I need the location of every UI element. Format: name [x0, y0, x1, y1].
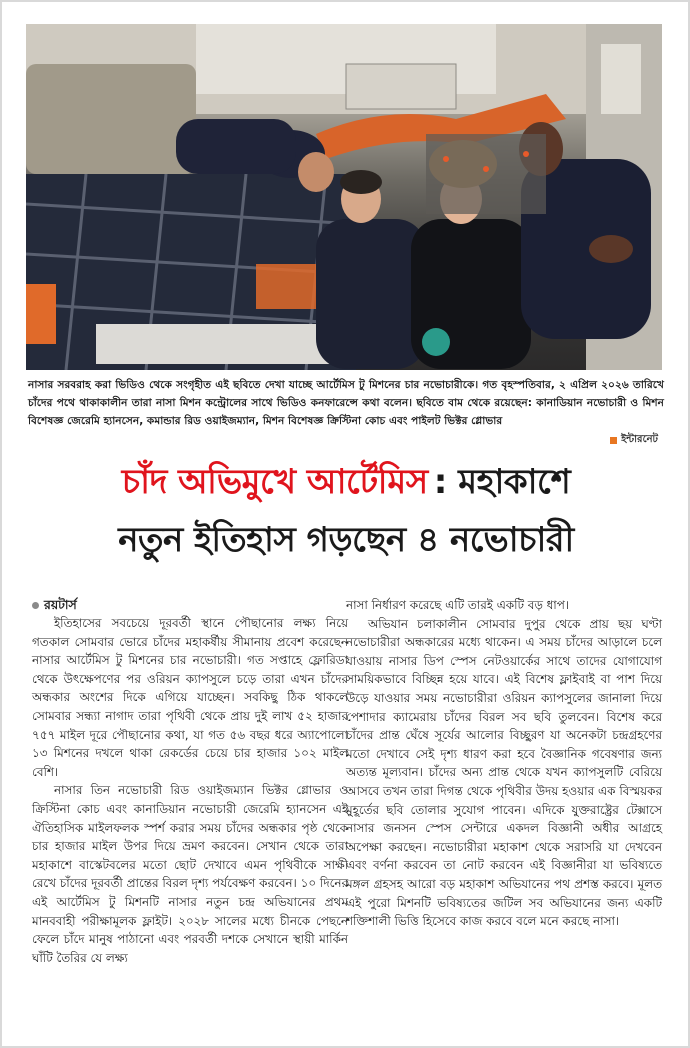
photo-caption: নাসার সরবরাহ করা ভিডিও থেকে সংগৃহীত এই ছবিতে দেখা যাচ্ছে আর্টেমিস টু মিশনের চার নভোচারীকে। গত বৃহস্পতিবার, ২ এপ্রিল ২০২৬ তারিখে চাঁদের পথে থাকাকালীন তারা নাসা মিশন কন্ট্রোলের সাথে ভিডিও কনফারেন্সে কথা বলেন। ছবিতে বাম থেকে রয়েছেন: কানাডিয়ান নভোচারী ও মিশন বিশেষজ্ঞ জেরেমি হ্যানসেন, কমান্ডার রিড ওয়াইজম্যান, মিশন বিশেষজ্ঞ ক্রিস্টিনা কোচ এবং পাইলট ভিক্টর গ্লোভার: [28, 379, 664, 427]
article-column-right: [346, 596, 662, 931]
photo-credit: [610, 432, 658, 449]
byline-source: রয়টার্স: [44, 597, 77, 612]
headline: [26, 457, 666, 565]
photo-credit-label: ইন্টারনেট: [621, 434, 658, 445]
headline-line-2: নতুন ইতিহাস গড়ছেন ৪ নভোচারী: [118, 520, 574, 560]
article-paragraph-3: অভিযান চলাকালীন সোমবার দুপুর থেকে প্রায় ছয় ঘণ্টা নভোচারীরা অন্ধকারের মধ্যে থাকেন। এ সময় চাঁদের আড়ালে চলে যাওয়ায় নাসার ডিপ স্পেস নেটওয়ার্কের সাথে তাদের যোগাযোগ সাময়িকভাবে বিচ্ছিন্ন হয়ে যাবে। এই বিশেষ ফ্লাইবাই বা পাশ দিয়ে উড়ে যাওয়ার সময় নভোচারীরা ওরিয়ন ক্যাপসুলের জানালা দিয়ে পেশাদার ক্যামেরায় চাঁদের বিরল সব ছবি তুলবেন। বিশেষ করে চাঁদের প্রান্ত ঘেঁষে সূর্যের আলোর বিচ্ছুরণ যা অনেকটা চন্দ্রগ্রহণের মতো দেখাবে সেই দৃশ্য ধারণ করা হবে বৈজ্ঞানিক গবেষণার জন্য অত্যন্ত মূল্যবান। চাঁদের অন্য প্রান্ত থেকে যখন ক্যাপসুলটি বেরিয়ে আসবে তখন তারা দিগন্ত থেকে পৃথিবীর উদয় হওয়ার এক বিস্ময়কর মুহূর্তের ছবি তোলার সুযোগ পাবেন। এদিকে যুক্তরাষ্ট্রের টেক্সাসে নাসার জনসন স্পেস সেন্টারে একদল বিজ্ঞানী অধীর আগ্রহে অপেক্ষা করছেন। নভোচারীরা মহাকাশ থেকে সরাসরি যা দেখবেন এবং বর্ণনা করবেন তা নোট করবেন এই বিজ্ঞানীরা যা ভবিষ্যতে মঙ্গল গ্রহসহ আরো বড় মহাকাশ অভিযানের পথ প্রশস্ত করবে। মূলত এই পুরো মিশনটি ভবিষ্যতের জটিল সব অভিযানের জন্য একটি শক্তিশালী ভিত্তি হিসেবে কাজ করবে বলে মনে করছে নাসা।: [346, 616, 662, 929]
photo-illustration: [26, 24, 662, 370]
article-paragraph-2: নাসার তিন নভোচারী রিড ওয়াইজম্যান ভিক্টর গ্লোভার ও ক্রিস্টিনা কোচ এবং কানাডিয়ান নভোচারী জেরেমি হ্যানসেন এই ঐতিহাসিক মাইলফলক স্পর্শ করার সময় চাঁদের অন্ধকার পৃষ্ঠ থেকে চার হাজার মাইল উপর দিয়ে ভ্রমণ করবেন। সেখান থেকে তারা মহাকাশে বাস্কেটবলের মতো ছোট দেখাবে এমন পৃথিবীকে সাক্ষী রেখে চাঁদের দূরবর্তী প্রান্তের বিরল দৃশ্য পর্যবেক্ষণ করবেন। ১০ দিনের এই আর্টেমিস টু মিশনটি নাসার নতুন চন্দ্র অভিযানের প্রথম মানববাহী পরীক্ষামূলক ফ্লাইট। ২০২৮ সালের মধ্যে চীনকে পেছনে ফেলে চাঁদে মানুষ পাঠানো এবং পরবর্তী দশকে সেখানে স্থায়ী মার্কিন ঘাঁটি তৈরির যে লক্ষ্য: [32, 783, 348, 965]
article-column-left: [32, 596, 348, 967]
headline-black-part: : মহাকাশে: [433, 462, 571, 502]
article-paragraph-1: ইতিহাসের সবচেয়ে দূরবর্তী স্থানে পৌছানোর লক্ষ্য নিয়ে গতকাল সোমবার ভোরে চাঁদের মহাকর্ষীয় সীমানায় প্রবেশ করেছেন নাসার আর্টেমিস টু মিশনের চার নভোচারী। গত সপ্তাহে ফ্লোরিডা থেকে উৎক্ষেপণের পর ওরিয়ন ক্যাপসুলে চড়ে তারা এখন চাঁদের অন্ধকার অংশের দিকে এগিয়ে যাচ্ছেন। সবকিছু ঠিক থাকলে সোমবার সন্ধ্যা নাগাদ তারা পৃথিবী থেকে প্রায় দুই লাখ ৫২ হাজার ৭৫৭ মাইল দূরে পৌছানোর কথা, যা গত ৫৬ বছর ধরে অ্যাপোলো ১৩ মিশনের দখলে থাকা রেকর্ডের চেয়ে চার হাজার ১০২ মাইল বেশি।: [32, 616, 348, 779]
credit-marker-icon: [610, 437, 617, 444]
headline-line-1: [26, 457, 666, 507]
astronauts-photo: [26, 24, 662, 370]
byline-bullet-icon: [32, 602, 39, 609]
article-paragraph-2-continued: নাসা নির্ধারণ করেছে এটি তারই একটি বড় ধাপ।: [346, 598, 570, 612]
byline: [32, 596, 348, 614]
headline-red-part: চাঁদ অভিমুখে আর্টেমিস: [121, 462, 428, 502]
